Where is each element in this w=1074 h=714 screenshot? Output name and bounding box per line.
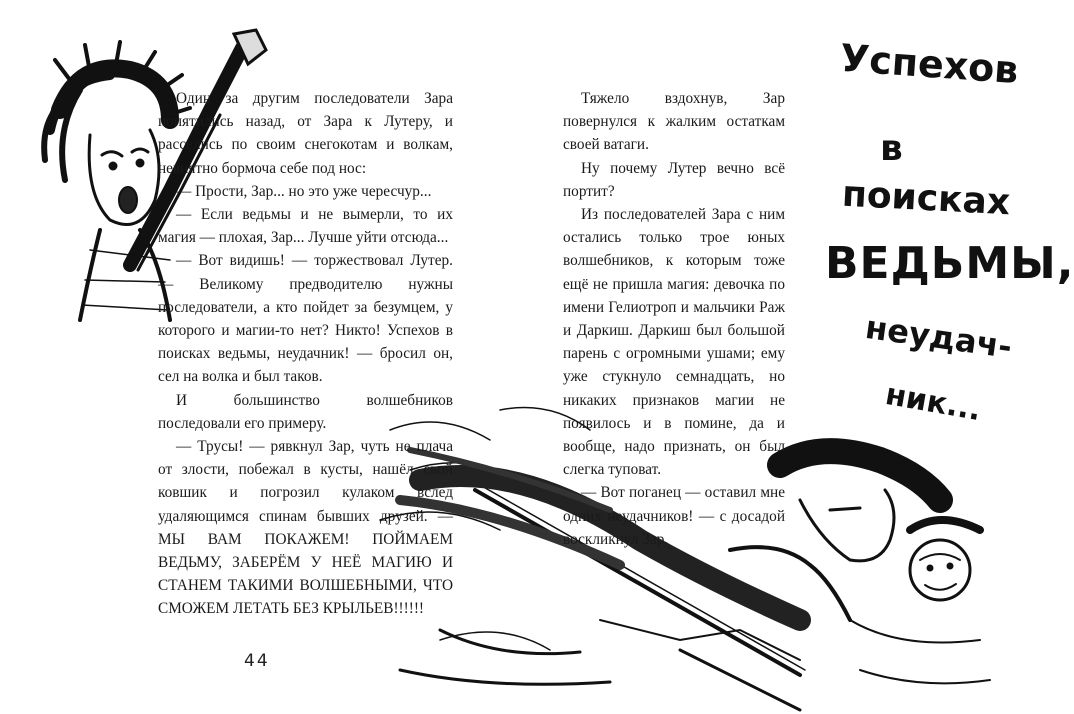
left-page-text (158, 87, 453, 621)
paragraph: Один за другим последователи Зара попятились назад, от Зара к Лутеру, и расселись по своим снегокотам и волкам, невнятно бормоча себе под нос: (158, 90, 453, 177)
handwritten-line: поисках (841, 173, 1012, 224)
paragraph: — Вот поганец — оставил мне одних неудачников! — с досадой воскликнул Зар. (563, 484, 785, 548)
paragraph: — Прости, Зар... но это уже чересчур... (176, 182, 432, 200)
paragraph: — Если ведьмы и не вымерли, то их магия — плохая, Зар... Лучше уйти отсюда... (158, 206, 453, 247)
paragraph: Ну почему Лутер вечно всё портит? (563, 159, 785, 200)
handwritten-line: ВЕДЬМЫ, (825, 238, 1074, 289)
paragraph: Из последователей Зара с ним остались только трое юных волшебников, к которым тоже ещё не пришла магия: девочка по имени Гелиотроп и мальчики Раж и Даркиш. Даркиш был большой парень с огромными ушами; ему уже стукнуло семнадцать, но никаких признаков магии не появилось и в помине, да и вообще, надо признать, он был слегка туповат. (563, 206, 785, 479)
handwritten-line: Успехов (838, 35, 1020, 93)
page-number: 44 (244, 651, 270, 671)
handwritten-line: ник... (882, 376, 984, 429)
paragraph: И большинство волшебников последовали его примеру. (158, 391, 453, 432)
handwritten-line: неудач- (863, 307, 1015, 367)
handwritten-line: в (880, 128, 903, 169)
paragraph: Тяжело вздохнув, Зар повернулся к жалким остаткам своей ватаги. (563, 90, 785, 154)
paragraph: — Вот видишь! — торжествовал Лутер. — Великому предводителю нужны последователи, а кто пойдет за безумцем, у которого и магии-то нет? Никто! Успехов в поисках ведьмы, неудачник! — бросил он, сел на волка и был таков. (158, 252, 453, 386)
paragraph: — Трусы! — рявкнул Зар, чуть не плача от злости, побежал в кусты, нашёл свой ковшик и погрозил кулаком вслед удаляющимся спинам бывших друзей. — МЫ ВАМ ПОКАЖЕМ! ПОЙМАЕМ ВЕДЬМУ, ЗАБЕРЁМ У НЕЁ МАГИЮ И СТАНЕМ ТАКИМИ ВОЛШЕБНЫМИ, ЧТО СМОЖЕМ ЛЕТАТЬ БЕЗ КРЫЛЬЕВ!!!!!! (158, 438, 453, 618)
right-page-text (563, 87, 785, 551)
